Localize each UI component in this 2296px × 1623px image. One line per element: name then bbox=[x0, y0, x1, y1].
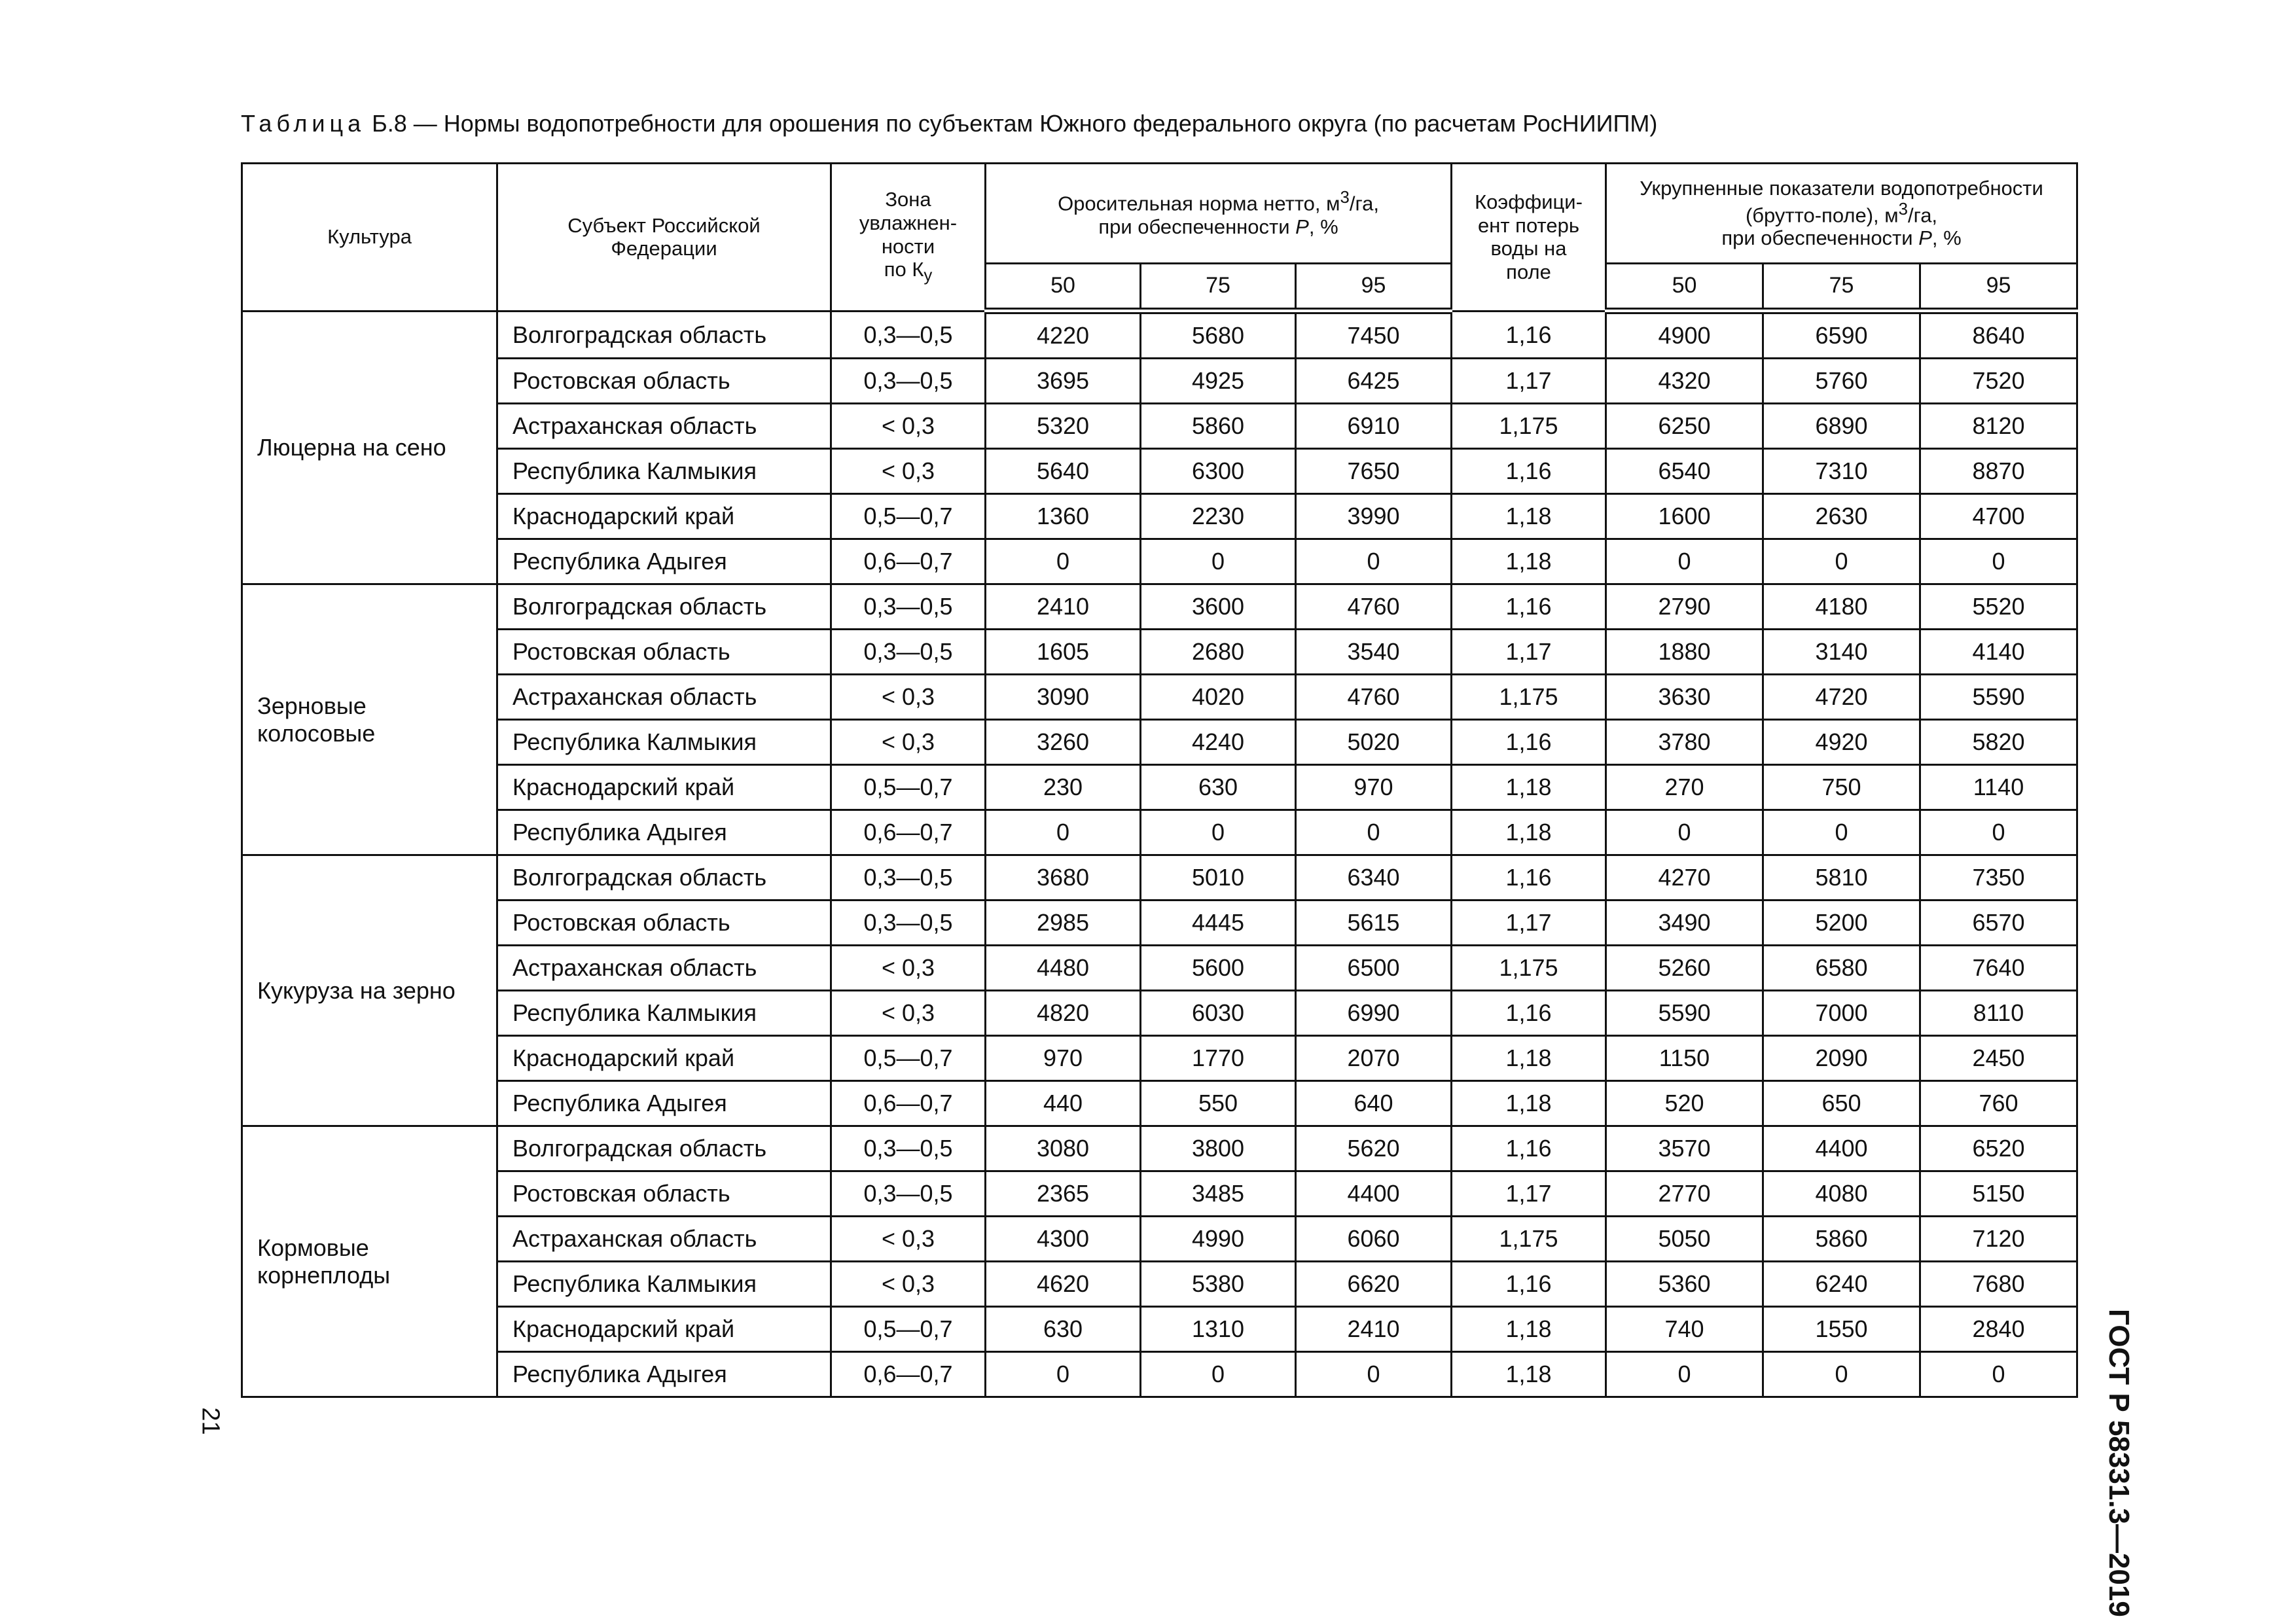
gross-p50-cell: 4320 bbox=[1606, 359, 1763, 404]
loss-coefficient-cell: 1,16 bbox=[1452, 855, 1606, 901]
region-cell: Республика Калмыкия bbox=[497, 1262, 831, 1307]
zone-cell: 0,6—0,7 bbox=[831, 539, 986, 584]
gross-p95-cell: 5520 bbox=[1920, 584, 2077, 630]
zone-cell: 0,6—0,7 bbox=[831, 1081, 986, 1126]
net-p95-cell: 3540 bbox=[1296, 630, 1452, 675]
region-cell: Астраханская область bbox=[497, 675, 831, 720]
zone-cell: 0,3—0,5 bbox=[831, 1171, 986, 1217]
net-p95-cell: 0 bbox=[1296, 1352, 1452, 1397]
header-region: Субъект Российской Федерации bbox=[497, 164, 831, 312]
net-p95-cell: 5620 bbox=[1296, 1126, 1452, 1171]
net-p95-cell: 640 bbox=[1296, 1081, 1452, 1126]
gross-p50-cell: 2770 bbox=[1606, 1171, 1763, 1217]
loss-coefficient-cell: 1,18 bbox=[1452, 765, 1606, 810]
net-p75-cell: 5600 bbox=[1141, 946, 1296, 991]
loss-coefficient-cell: 1,175 bbox=[1452, 675, 1606, 720]
table-row bbox=[242, 584, 2077, 630]
gross-p50-cell: 3570 bbox=[1606, 1126, 1763, 1171]
gross-p75-cell: 4720 bbox=[1763, 675, 1920, 720]
net-p75-cell: 0 bbox=[1141, 810, 1296, 855]
zone-cell: < 0,3 bbox=[831, 449, 986, 494]
gross-p95-cell: 4700 bbox=[1920, 494, 2077, 539]
gross-p50-cell: 0 bbox=[1606, 1352, 1763, 1397]
table-row bbox=[242, 539, 2077, 584]
crop-cell: Люцерна на сено bbox=[242, 311, 497, 584]
loss-coefficient-cell: 1,18 bbox=[1452, 1307, 1606, 1352]
region-cell: Ростовская область bbox=[497, 359, 831, 404]
gross-p75-cell: 3140 bbox=[1763, 630, 1920, 675]
table-row bbox=[242, 855, 2077, 901]
crop-cell: Кормовые корнеплоды bbox=[242, 1126, 497, 1397]
net-p50-cell: 4820 bbox=[986, 991, 1141, 1036]
net-p50-cell: 2985 bbox=[986, 901, 1141, 946]
region-cell: Республика Адыгея bbox=[497, 810, 831, 855]
table-row bbox=[242, 630, 2077, 675]
net-p50-cell: 2365 bbox=[986, 1171, 1141, 1217]
table-row bbox=[242, 449, 2077, 494]
gross-p95-cell: 2840 bbox=[1920, 1307, 2077, 1352]
net-p95-cell: 6340 bbox=[1296, 855, 1452, 901]
loss-coefficient-cell: 1,18 bbox=[1452, 1081, 1606, 1126]
region-cell: Краснодарский край bbox=[497, 494, 831, 539]
net-p50-cell: 4300 bbox=[986, 1217, 1141, 1262]
loss-coefficient-cell: 1,17 bbox=[1452, 901, 1606, 946]
region-cell: Волгоградская область bbox=[497, 1126, 831, 1171]
gross-p50-cell: 1150 bbox=[1606, 1036, 1763, 1081]
table-row bbox=[242, 359, 2077, 404]
zone-cell: < 0,3 bbox=[831, 720, 986, 765]
region-cell: Республика Калмыкия bbox=[497, 991, 831, 1036]
gross-p75-cell: 5860 bbox=[1763, 1217, 1920, 1262]
gross-p50-cell: 3630 bbox=[1606, 675, 1763, 720]
table-row bbox=[242, 1081, 2077, 1126]
net-p50-cell: 440 bbox=[986, 1081, 1141, 1126]
gross-p75-cell: 4180 bbox=[1763, 584, 1920, 630]
net-p95-cell: 6910 bbox=[1296, 404, 1452, 449]
gross-p50-cell: 4900 bbox=[1606, 311, 1763, 359]
table-row bbox=[242, 946, 2077, 991]
table-row bbox=[242, 675, 2077, 720]
net-p50-cell: 5640 bbox=[986, 449, 1141, 494]
table-body bbox=[242, 311, 2077, 1397]
net-p95-cell: 7650 bbox=[1296, 449, 1452, 494]
net-p75-cell: 5010 bbox=[1141, 855, 1296, 901]
gross-p95-cell: 6570 bbox=[1920, 901, 2077, 946]
gross-p95-cell: 0 bbox=[1920, 1352, 2077, 1397]
loss-coefficient-cell: 1,175 bbox=[1452, 946, 1606, 991]
gross-p95-cell: 7520 bbox=[1920, 359, 2077, 404]
gross-p50-cell: 5590 bbox=[1606, 991, 1763, 1036]
zone-cell: 0,3—0,5 bbox=[831, 359, 986, 404]
gross-p95-cell: 8870 bbox=[1920, 449, 2077, 494]
net-p50-cell: 970 bbox=[986, 1036, 1141, 1081]
net-p75-cell: 1770 bbox=[1141, 1036, 1296, 1081]
net-p95-cell: 6500 bbox=[1296, 946, 1452, 991]
header-net-p95: 95 bbox=[1296, 264, 1452, 312]
gross-p95-cell: 760 bbox=[1920, 1081, 2077, 1126]
loss-coefficient-cell: 1,16 bbox=[1452, 720, 1606, 765]
loss-coefficient-cell: 1,18 bbox=[1452, 539, 1606, 584]
zone-cell: < 0,3 bbox=[831, 1262, 986, 1307]
loss-coefficient-cell: 1,17 bbox=[1452, 359, 1606, 404]
gross-p75-cell: 4400 bbox=[1763, 1126, 1920, 1171]
loss-coefficient-cell: 1,16 bbox=[1452, 1126, 1606, 1171]
net-p50-cell: 1605 bbox=[986, 630, 1141, 675]
net-p95-cell: 6425 bbox=[1296, 359, 1452, 404]
zone-cell: 0,3—0,5 bbox=[831, 901, 986, 946]
gross-p95-cell: 7680 bbox=[1920, 1262, 2077, 1307]
gross-p95-cell: 7120 bbox=[1920, 1217, 2077, 1262]
zone-cell: 0,5—0,7 bbox=[831, 494, 986, 539]
zone-cell: 0,3—0,5 bbox=[831, 630, 986, 675]
region-cell: Ростовская область bbox=[497, 1171, 831, 1217]
net-p95-cell: 4760 bbox=[1296, 584, 1452, 630]
header-net-p75: 75 bbox=[1141, 264, 1296, 312]
gross-p75-cell: 0 bbox=[1763, 539, 1920, 584]
region-cell: Волгоградская область bbox=[497, 855, 831, 901]
zone-cell: 0,5—0,7 bbox=[831, 1036, 986, 1081]
net-p95-cell: 5020 bbox=[1296, 720, 1452, 765]
gross-p50-cell: 5260 bbox=[1606, 946, 1763, 991]
net-p95-cell: 5615 bbox=[1296, 901, 1452, 946]
net-p95-cell: 0 bbox=[1296, 539, 1452, 584]
gross-p75-cell: 0 bbox=[1763, 1352, 1920, 1397]
loss-coefficient-cell: 1,16 bbox=[1452, 991, 1606, 1036]
gross-p95-cell: 1140 bbox=[1920, 765, 2077, 810]
zone-cell: < 0,3 bbox=[831, 675, 986, 720]
net-p50-cell: 0 bbox=[986, 539, 1141, 584]
table-row bbox=[242, 1171, 2077, 1217]
zone-cell: 0,3—0,5 bbox=[831, 311, 986, 359]
zone-cell: < 0,3 bbox=[831, 946, 986, 991]
table-row bbox=[242, 311, 2077, 359]
crop-cell: Зерновые колосовые bbox=[242, 584, 497, 855]
gross-p50-cell: 0 bbox=[1606, 539, 1763, 584]
net-p50-cell: 3695 bbox=[986, 359, 1141, 404]
net-p50-cell: 1360 bbox=[986, 494, 1141, 539]
header-loss-coefficient: Коэффици- ент потерь воды на поле bbox=[1452, 164, 1606, 312]
net-p75-cell: 5380 bbox=[1141, 1262, 1296, 1307]
loss-coefficient-cell: 1,16 bbox=[1452, 449, 1606, 494]
gross-p75-cell: 4080 bbox=[1763, 1171, 1920, 1217]
net-p95-cell: 6990 bbox=[1296, 991, 1452, 1036]
net-p95-cell: 2070 bbox=[1296, 1036, 1452, 1081]
net-p95-cell: 4760 bbox=[1296, 675, 1452, 720]
gross-p75-cell: 0 bbox=[1763, 810, 1920, 855]
zone-cell: 0,3—0,5 bbox=[831, 855, 986, 901]
zone-cell: 0,5—0,7 bbox=[831, 1307, 986, 1352]
net-p50-cell: 3080 bbox=[986, 1126, 1141, 1171]
loss-coefficient-cell: 1,18 bbox=[1452, 1352, 1606, 1397]
gross-p95-cell: 4140 bbox=[1920, 630, 2077, 675]
net-p75-cell: 3800 bbox=[1141, 1126, 1296, 1171]
gross-p95-cell: 6520 bbox=[1920, 1126, 2077, 1171]
gross-p50-cell: 3490 bbox=[1606, 901, 1763, 946]
net-p75-cell: 1310 bbox=[1141, 1307, 1296, 1352]
region-cell: Волгоградская область bbox=[497, 584, 831, 630]
net-p75-cell: 4990 bbox=[1141, 1217, 1296, 1262]
loss-coefficient-cell: 1,18 bbox=[1452, 494, 1606, 539]
net-p75-cell: 2230 bbox=[1141, 494, 1296, 539]
gross-p75-cell: 4920 bbox=[1763, 720, 1920, 765]
gross-p50-cell: 520 bbox=[1606, 1081, 1763, 1126]
net-p50-cell: 5320 bbox=[986, 404, 1141, 449]
net-p50-cell: 3090 bbox=[986, 675, 1141, 720]
gross-p75-cell: 7000 bbox=[1763, 991, 1920, 1036]
net-p95-cell: 7450 bbox=[1296, 311, 1452, 359]
gross-p75-cell: 6890 bbox=[1763, 404, 1920, 449]
loss-coefficient-cell: 1,16 bbox=[1452, 1262, 1606, 1307]
loss-coefficient-cell: 1,175 bbox=[1452, 1217, 1606, 1262]
gross-p75-cell: 5810 bbox=[1763, 855, 1920, 901]
net-p95-cell: 4400 bbox=[1296, 1171, 1452, 1217]
region-cell: Волгоградская область bbox=[497, 311, 831, 359]
header-net-norm: Оросительная норма нетто, $м^3/га$, при обеспеченности Р, % bbox=[986, 164, 1452, 264]
net-p75-cell: 2680 bbox=[1141, 630, 1296, 675]
net-p95-cell: 6060 bbox=[1296, 1217, 1452, 1262]
gross-p50-cell: 6540 bbox=[1606, 449, 1763, 494]
table-row bbox=[242, 404, 2077, 449]
loss-coefficient-cell: 1,17 bbox=[1452, 1171, 1606, 1217]
gross-p95-cell: 8120 bbox=[1920, 404, 2077, 449]
gross-p50-cell: 0 bbox=[1606, 810, 1763, 855]
zone-cell: < 0,3 bbox=[831, 1217, 986, 1262]
region-cell: Краснодарский край bbox=[497, 1307, 831, 1352]
zone-cell: 0,3—0,5 bbox=[831, 584, 986, 630]
net-p75-cell: 5860 bbox=[1141, 404, 1296, 449]
gross-p75-cell: 750 bbox=[1763, 765, 1920, 810]
zone-cell: 0,3—0,5 bbox=[831, 1126, 986, 1171]
net-p50-cell: 3260 bbox=[986, 720, 1141, 765]
region-cell: Республика Адыгея bbox=[497, 1352, 831, 1397]
net-p95-cell: 2410 bbox=[1296, 1307, 1452, 1352]
region-cell: Астраханская область bbox=[497, 946, 831, 991]
table-row bbox=[242, 1036, 2077, 1081]
net-p75-cell: 3600 bbox=[1141, 584, 1296, 630]
header-gross-p75: 75 bbox=[1763, 264, 1920, 312]
table-row bbox=[242, 1126, 2077, 1171]
net-p50-cell: 630 bbox=[986, 1307, 1141, 1352]
region-cell: Краснодарский край bbox=[497, 1036, 831, 1081]
gross-p95-cell: 0 bbox=[1920, 810, 2077, 855]
table-row bbox=[242, 1262, 2077, 1307]
zone-cell: < 0,3 bbox=[831, 404, 986, 449]
net-p95-cell: 3990 bbox=[1296, 494, 1452, 539]
water-demand-table bbox=[241, 162, 2078, 1398]
gross-p95-cell: 0 bbox=[1920, 539, 2077, 584]
loss-coefficient-cell: 1,18 bbox=[1452, 1036, 1606, 1081]
net-p75-cell: 550 bbox=[1141, 1081, 1296, 1126]
net-p75-cell: 4925 bbox=[1141, 359, 1296, 404]
gross-p75-cell: 5760 bbox=[1763, 359, 1920, 404]
gross-p50-cell: 6250 bbox=[1606, 404, 1763, 449]
region-cell: Республика Калмыкия bbox=[497, 449, 831, 494]
gross-p95-cell: 8110 bbox=[1920, 991, 2077, 1036]
table-row bbox=[242, 1307, 2077, 1352]
gross-p75-cell: 6580 bbox=[1763, 946, 1920, 991]
zone-cell: 0,6—0,7 bbox=[831, 1352, 986, 1397]
gross-p50-cell: 5050 bbox=[1606, 1217, 1763, 1262]
region-cell: Ростовская область bbox=[497, 630, 831, 675]
net-p95-cell: 970 bbox=[1296, 765, 1452, 810]
net-p50-cell: 230 bbox=[986, 765, 1141, 810]
table-row bbox=[242, 1352, 2077, 1397]
header-zone: Зона увлажнен- ности по $К_у$ bbox=[831, 164, 986, 312]
gross-p75-cell: 2630 bbox=[1763, 494, 1920, 539]
net-p95-cell: 0 bbox=[1296, 810, 1452, 855]
loss-coefficient-cell: 1,17 bbox=[1452, 630, 1606, 675]
header-gross-demand: Укрупненные показатели водопотребности (брутто-поле), $м^3/га$, при обеспеченности Р, % bbox=[1606, 164, 2077, 264]
gross-p50-cell: 740 bbox=[1606, 1307, 1763, 1352]
region-cell: Республика Адыгея bbox=[497, 539, 831, 584]
net-p75-cell: 630 bbox=[1141, 765, 1296, 810]
region-cell: Краснодарский край bbox=[497, 765, 831, 810]
table-row bbox=[242, 1217, 2077, 1262]
gross-p95-cell: 5590 bbox=[1920, 675, 2077, 720]
net-p75-cell: 4020 bbox=[1141, 675, 1296, 720]
gross-p75-cell: 1550 bbox=[1763, 1307, 1920, 1352]
table-row bbox=[242, 991, 2077, 1036]
gross-p95-cell: 5820 bbox=[1920, 720, 2077, 765]
table-caption-text: Б.8 — Нормы водопотребности для орошения по субъектам Южного федерального округа (по расчетам РосНИИПМ) bbox=[365, 110, 1658, 137]
zone-cell: 0,5—0,7 bbox=[831, 765, 986, 810]
region-cell: Республика Калмыкия bbox=[497, 720, 831, 765]
net-p75-cell: 4445 bbox=[1141, 901, 1296, 946]
net-p75-cell: 6030 bbox=[1141, 991, 1296, 1036]
table-row bbox=[242, 810, 2077, 855]
header-net-p50: 50 bbox=[986, 264, 1141, 312]
page-number: 21 bbox=[196, 1407, 224, 1435]
net-p50-cell: 4620 bbox=[986, 1262, 1141, 1307]
crop-cell: Кукуруза на зерно bbox=[242, 855, 497, 1126]
net-p75-cell: 4240 bbox=[1141, 720, 1296, 765]
loss-coefficient-cell: 1,175 bbox=[1452, 404, 1606, 449]
table-caption-label: Таблица bbox=[241, 110, 366, 137]
gross-p50-cell: 3780 bbox=[1606, 720, 1763, 765]
gross-p50-cell: 270 bbox=[1606, 765, 1763, 810]
net-p50-cell: 0 bbox=[986, 810, 1141, 855]
gross-p95-cell: 2450 bbox=[1920, 1036, 2077, 1081]
gross-p95-cell: 7640 bbox=[1920, 946, 2077, 991]
gross-p50-cell: 5360 bbox=[1606, 1262, 1763, 1307]
net-p50-cell: 0 bbox=[986, 1352, 1141, 1397]
gross-p95-cell: 7350 bbox=[1920, 855, 2077, 901]
table-caption bbox=[241, 110, 1657, 137]
gross-p95-cell: 5150 bbox=[1920, 1171, 2077, 1217]
region-cell: Астраханская область bbox=[497, 1217, 831, 1262]
gross-p95-cell: 8640 bbox=[1920, 311, 2077, 359]
loss-coefficient-cell: 1,16 bbox=[1452, 311, 1606, 359]
region-cell: Республика Адыгея bbox=[497, 1081, 831, 1126]
gross-p75-cell: 7310 bbox=[1763, 449, 1920, 494]
net-p50-cell: 2410 bbox=[986, 584, 1141, 630]
net-p50-cell: 4220 bbox=[986, 311, 1141, 359]
region-cell: Ростовская область bbox=[497, 901, 831, 946]
loss-coefficient-cell: 1,18 bbox=[1452, 810, 1606, 855]
table-row bbox=[242, 720, 2077, 765]
net-p75-cell: 5680 bbox=[1141, 311, 1296, 359]
net-p95-cell: 6620 bbox=[1296, 1262, 1452, 1307]
net-p50-cell: 3680 bbox=[986, 855, 1141, 901]
table-row bbox=[242, 765, 2077, 810]
net-p75-cell: 0 bbox=[1141, 1352, 1296, 1397]
gross-p75-cell: 6590 bbox=[1763, 311, 1920, 359]
header-gross-p95: 95 bbox=[1920, 264, 2077, 312]
gross-p75-cell: 5200 bbox=[1763, 901, 1920, 946]
region-cell: Астраханская область bbox=[497, 404, 831, 449]
net-p75-cell: 6300 bbox=[1141, 449, 1296, 494]
gross-p50-cell: 4270 bbox=[1606, 855, 1763, 901]
net-p50-cell: 4480 bbox=[986, 946, 1141, 991]
zone-cell: < 0,3 bbox=[831, 991, 986, 1036]
table-row bbox=[242, 901, 2077, 946]
header-crop: Культура bbox=[242, 164, 497, 312]
gross-p75-cell: 6240 bbox=[1763, 1262, 1920, 1307]
zone-cell: 0,6—0,7 bbox=[831, 810, 986, 855]
gross-p50-cell: 1600 bbox=[1606, 494, 1763, 539]
net-p75-cell: 0 bbox=[1141, 539, 1296, 584]
gross-p50-cell: 1880 bbox=[1606, 630, 1763, 675]
gross-p75-cell: 650 bbox=[1763, 1081, 1920, 1126]
net-p75-cell: 3485 bbox=[1141, 1171, 1296, 1217]
gross-p50-cell: 2790 bbox=[1606, 584, 1763, 630]
header-gross-p50: 50 bbox=[1606, 264, 1763, 312]
loss-coefficient-cell: 1,16 bbox=[1452, 584, 1606, 630]
table-row bbox=[242, 494, 2077, 539]
gross-p75-cell: 2090 bbox=[1763, 1036, 1920, 1081]
document-code: ГОСТ Р 58331.3—2019 bbox=[2103, 1309, 2135, 1617]
